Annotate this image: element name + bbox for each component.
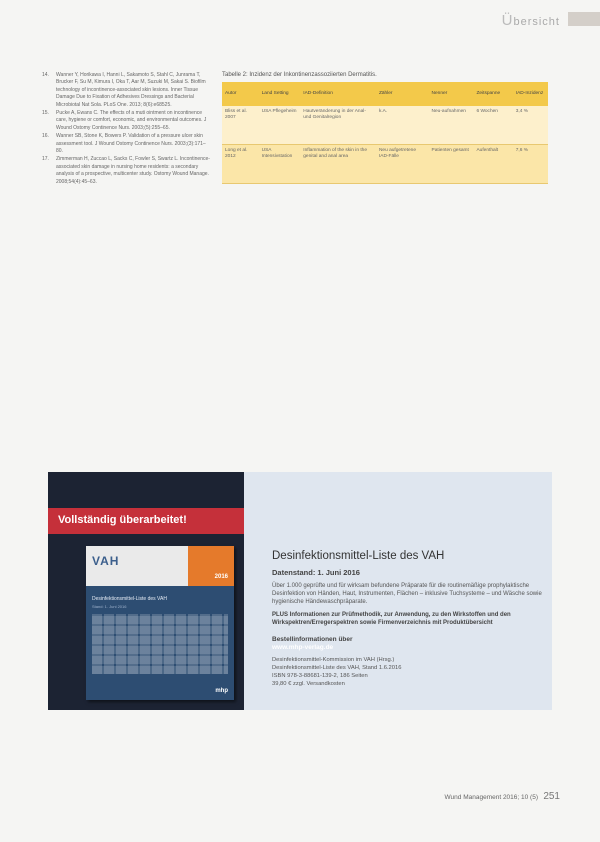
ad-datestamp: Datenstand: 1. Juni 2016: [272, 568, 360, 577]
reference-number: 15.: [42, 110, 49, 117]
advertisement: [48, 472, 552, 710]
table-cell: 3,4 %: [513, 106, 548, 145]
reference-text: Zimmerman H, Zuccao L, Sacks C, Fowler S, Swartz L. Incontinence-associated skin damage in nursing home residents: a secondary analysis of a prospective, multicenter study. Ostomy Wound Manage. 2008;54(4):45–63.: [56, 156, 210, 185]
table-cell: Neu aufgetretene IAD-Fälle: [376, 145, 429, 184]
reference-item: [42, 133, 212, 155]
ad-order-link[interactable]: www.mhp-verlag.de: [272, 644, 334, 651]
column-header: IAD-Inzidenz: [513, 82, 548, 106]
column-header: Nenner: [429, 82, 474, 106]
table-cell: Aufenthalt: [473, 145, 512, 184]
ad-order-line: Desinfektionsmittel-Liste des VAH, Stand 1.6.2016: [272, 665, 402, 671]
header-tab: [568, 12, 600, 26]
ad-order-info: [272, 656, 542, 688]
section-header: [0, 8, 600, 30]
reference-item: [42, 156, 212, 186]
column-header: Zähler: [376, 82, 429, 106]
page-number: 251: [543, 791, 560, 802]
reference-item: [42, 110, 212, 132]
book-cover-year: 2016: [214, 574, 228, 580]
table-cell: USA Pflegeheim: [259, 106, 301, 145]
table-caption: Tabelle 2: Inzidenz der Inkontinenzassoziierten Dermatitis.: [222, 72, 377, 78]
ad-plus-text: PLUS Informationen zur Prüfmethodik, zur Anwendung, zu den Wirkstoffen und den Wirkspektren/Erregerspektren sowie Firmenverzeichnis mit Produktübersicht: [272, 612, 511, 626]
book-cover-publisher: mhp: [215, 688, 228, 694]
book-cover-logo: VAH: [92, 554, 120, 568]
reference-list: [42, 72, 212, 187]
column-header: Zeitspanne: [473, 82, 512, 106]
table-row: [222, 106, 548, 145]
ad-order-title: Bestellinformationen über: [272, 636, 353, 643]
table-header-row: [222, 82, 548, 106]
ad-headline: Vollständig überarbeitet!: [58, 514, 187, 526]
reference-number: 14.: [42, 72, 49, 78]
ad-order-line: ISBN 978-3-88681-139-2, 186 Seiten: [272, 673, 368, 679]
incidence-table: [222, 82, 548, 184]
reference-item: [42, 72, 212, 109]
ad-description: Über 1.000 geprüfte und für wirksam befundene Präparate für die routinemäßige prophylaktische Desinfektion von Händen, Haut, Instrumenten, Flächen – inklusive Tuchsysteme – und Wäsche sowie hygienische Händewaschpräparate.: [272, 583, 542, 605]
table-cell: 7,6 %: [513, 145, 548, 184]
column-header: Land Setting: [259, 82, 301, 106]
ad-text-block: [272, 550, 542, 688]
table-row: [222, 145, 548, 184]
section-title: Übersicht: [501, 12, 560, 29]
table-cell: k.A.: [376, 106, 429, 145]
table-cell: USA Intensivstation: [259, 145, 301, 184]
column-header: Autor: [222, 82, 259, 106]
book-cover-image: [86, 546, 234, 700]
column-header: IAD-Definition: [300, 82, 376, 106]
table-cell: 6 Wochen: [473, 106, 512, 145]
ad-order-line: Desinfektionsmittel-Kommission im VAH (Hrsg.): [272, 657, 395, 663]
ad-headline-banner: [48, 508, 244, 534]
table-cell: Neu-aufnahmen: [429, 106, 474, 145]
table-cell: Patienten gesamt: [429, 145, 474, 184]
reference-text: Pucke A, Ewans C. The effects of a muti ointment on incontinence care, hygiene or comfort, economic, and environmental outcomes. J Wound Ostomy Continence Nurs. 2003;(5):255–65.: [56, 110, 207, 131]
table-cell: Hautveränderung in der Anal- und Genitalregion: [300, 106, 376, 145]
table-cell: Inflammation of the skin in the genital and anal area: [300, 145, 376, 184]
ad-title: Desinfektionsmittel-Liste des VAH: [272, 550, 445, 562]
book-cover-subtitle: Stand: 1. Juni 2016: [92, 604, 127, 609]
ad-order-line: 39,80 € zzgl. Versandkosten: [272, 681, 345, 687]
book-cover-top: [86, 546, 234, 586]
footer-journal: Wund Management 2016; 10 (5): [444, 794, 538, 801]
reference-number: 17.: [42, 156, 49, 163]
reference-text: Wanner SB, Stone K, Bowers P. Validation of a pressure ulcer skin assessment tool. J Wound Ostomy Continence Nurs. 2003;(3):171–80.: [56, 133, 206, 155]
book-cover-title: Desinfektionsmittel-Liste des VAH: [92, 596, 167, 602]
table-cell: Bliss et al. 2007: [222, 106, 259, 145]
book-cover-pattern: [92, 614, 228, 674]
reference-number: 16.: [42, 133, 49, 140]
book-cover-accent: [188, 546, 234, 586]
table-cell: Long et al. 2012: [222, 145, 259, 184]
ad-image-frame: [48, 472, 244, 710]
reference-text: Wanner Y, Horikawa I, Hanni L, Sakamoto S, Stahl C, Junrama T, Brucker F, Su M, Kimura I, Oka T, Aar M, Suzuki M, Sakai S. Biofilm technology of incontinence-associated skin lesions. Inner Tissue Damage Due to Fixation of Adhesives Dressings and Bacterial Microbiotal Nat Sola. PLoS One. 2013; 8(6):e68525.: [56, 72, 206, 108]
